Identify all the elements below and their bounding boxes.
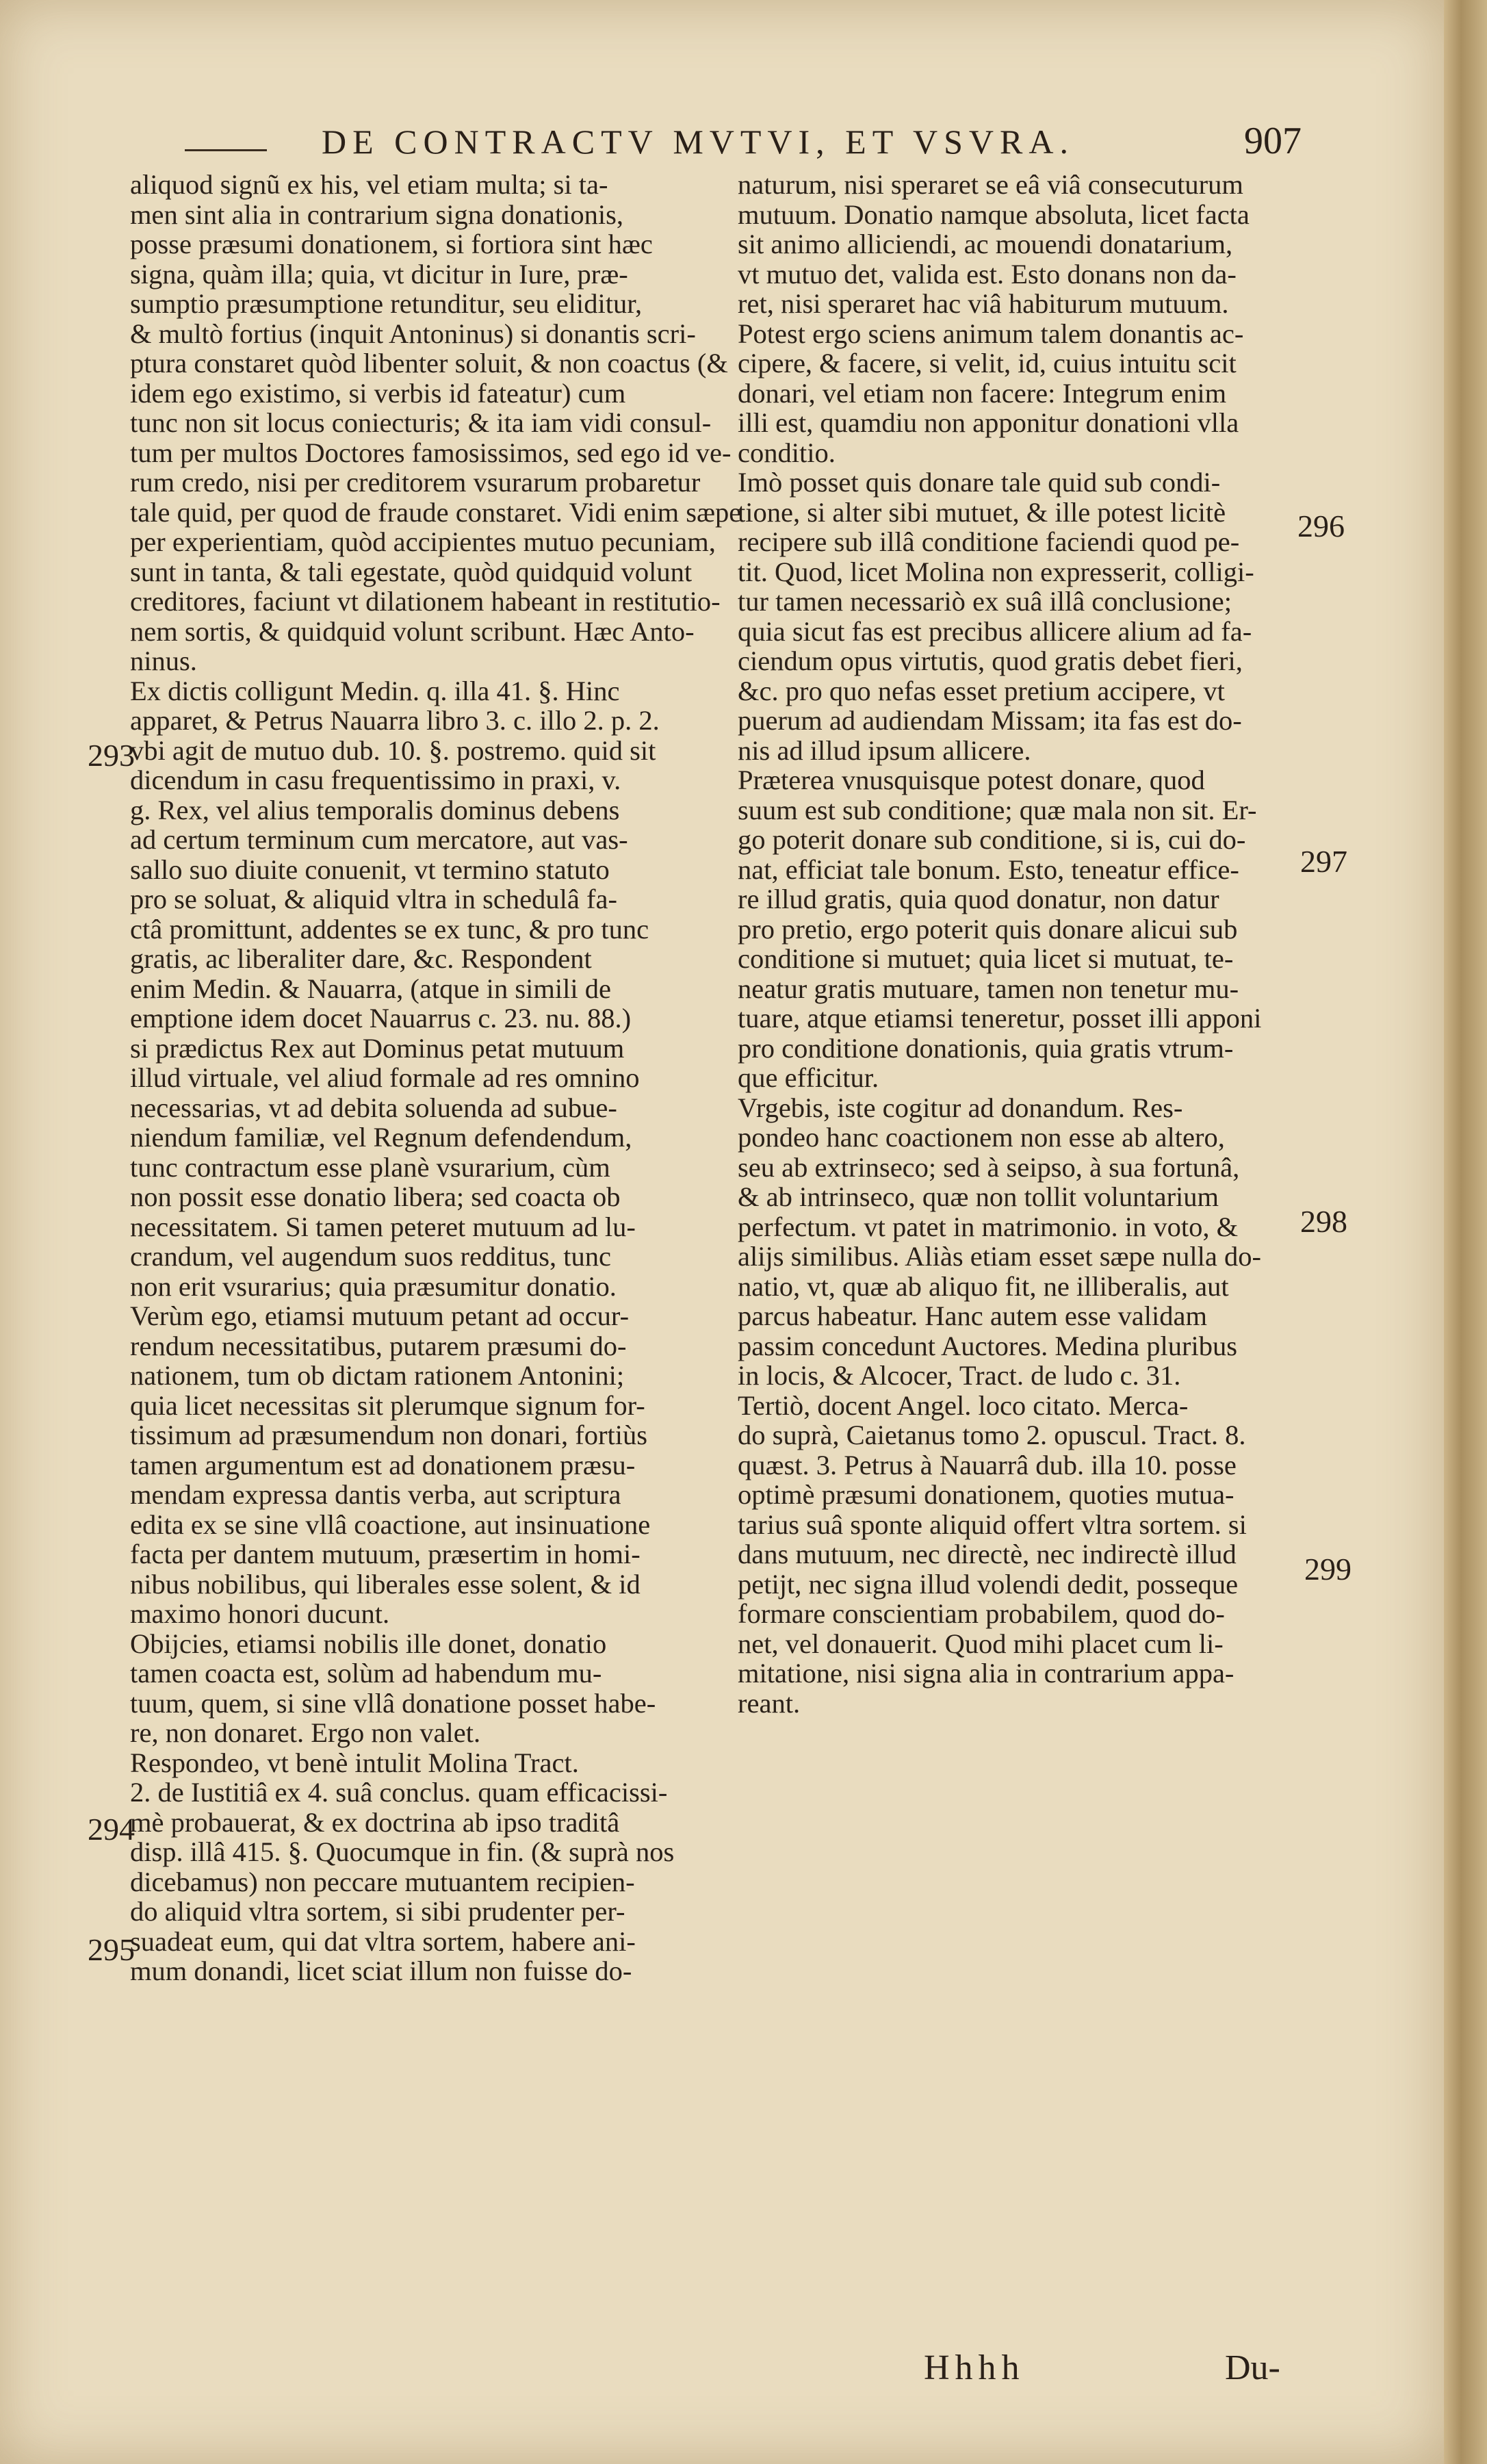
text-line: rum credo, nisi per creditorem vsurarum probaretur [130, 467, 701, 498]
text-line: tamen argumentum est ad donationem præsu- [130, 1449, 636, 1480]
text-line: nis ad illud ipsum allicere. [738, 734, 1031, 766]
text-line: sallo suo diuite conuenit, vt termino statuto [130, 854, 610, 885]
text-line: do suprà, Caietanus tomo 2. opuscul. Tract. 8. [738, 1420, 1246, 1450]
text-line: nem sortis, & quidquid volunt scribunt. Hæc Anto- [130, 615, 695, 647]
text-line: quia licet necessitas sit plerumque signum for- [130, 1389, 645, 1421]
text-line: formare conscientiam probabilem, quod do- [738, 1598, 1225, 1629]
text-line: nat, efficiat tale bonum. Esto, teneatur effice- [738, 854, 1239, 885]
text-line: pro pretio, ergo poterit quis donare alicui sub [738, 913, 1238, 945]
page-edge [1444, 0, 1487, 2464]
text-line: dans mutuum, nec directè, nec indirectè illud [738, 1539, 1237, 1569]
text-line: ninus. [130, 645, 197, 676]
text-line: emptione idem docet Nauarrus c. 23. nu. 88.) [130, 1003, 632, 1034]
page-number: 907 [1244, 120, 1302, 162]
text-line: pondeo hanc coactionem non esse ab altero, [738, 1122, 1225, 1153]
text-line: do aliquid vltra sortem, si sibi prudenter per- [130, 1896, 625, 1927]
text-line: neatur gratis mutuare, tamen non tenetur mu- [738, 973, 1239, 1004]
text-line: tunc contractum esse planè vsurarium, cùm [130, 1151, 610, 1183]
text-line: tur tamen necessariò ex suâ illâ conclusione; [738, 586, 1232, 617]
text-line: ad certum terminum cum mercatore, aut vas- [130, 824, 628, 855]
text-line: ciendum opus virtutis, quod gratis debet fieri, [738, 645, 1243, 676]
text-line: go poterit donare sub conditione, si is, cui do- [738, 824, 1246, 855]
text-line: rendum necessitatibus, putarem præsumi do- [130, 1330, 627, 1361]
text-line: tione, si alter sibi mutuet, & ille potest licitè [738, 496, 1226, 528]
text-line: aliquod signũ ex his, vel etiam multa; si ta- [130, 169, 608, 200]
text-line: cipere, & facere, si velit, id, cuius intuitu scit [738, 348, 1237, 378]
text-line: pro se soluat, & aliquid vltra in schedulâ fa- [130, 884, 617, 914]
text-line: tamen coacta est, solùm ad habendum mu- [130, 1658, 602, 1689]
text-line: mitatione, nisi signa alia in contrarium appa- [738, 1658, 1234, 1689]
text-line: petijt, nec signa illud volendi dedit, posseque [738, 1568, 1239, 1600]
left-column [130, 169, 742, 1986]
text-line: recipere sub illâ conditione faciendi quod pe- [738, 526, 1240, 557]
text-line: Tertiò, docent Angel. loco citato. Merca- [738, 1389, 1189, 1421]
signature-mark: Hhhh [924, 2348, 1025, 2387]
text-line: mendam expressa dantis verba, aut scriptura [130, 1479, 621, 1510]
text-line: pro conditione donationis, quia gratis vtrum- [738, 1032, 1234, 1064]
right-column [738, 170, 1291, 1718]
text-line: non possit esse donatio libera; sed coacta ob [130, 1181, 621, 1212]
text-line: natio, vt, quæ ab aliquo fit, ne illiberalis, aut [738, 1270, 1229, 1302]
text-line: signa, quàm illa; quia, vt dicitur in Iure, præ- [130, 258, 628, 290]
text-line: mum donandi, licet sciat illum non fuisse do- [130, 1955, 632, 1986]
text-line: ptura constaret quòd libenter soluit, & non coactus (& [130, 348, 728, 378]
text-line: Vrgebis, iste cogitur ad donandum. Res- [738, 1092, 1183, 1123]
text-line: quia sicut fas est precibus allicere alium ad fa- [738, 615, 1252, 647]
text-line: sumptio præsumptione retunditur, seu eliditur, [130, 288, 643, 319]
text-line: vt mutuo det, valida est. Esto donans non da- [738, 258, 1237, 290]
text-line: per experientiam, quòd accipientes mutuo pecuniam, [130, 526, 716, 557]
margin-number: 296 [1297, 509, 1345, 543]
text-line: g. Rex, vel alius temporalis dominus debens [130, 794, 620, 825]
text-line: ctâ promittunt, addentes se ex tunc, & pro tunc [130, 913, 649, 945]
text-line: conditione si mutuet; quia licet si mutuat, te- [738, 943, 1234, 974]
margin-number: 298 [1300, 1204, 1347, 1239]
text-line: non erit vsurarius; quia præsumitur donatio. [130, 1270, 617, 1302]
text-line: 2. de Iustitiâ ex 4. suâ conclus. quam efficacissi- [130, 1777, 668, 1808]
text-line: Ex dictis colligunt Medin. q. illa 41. §. Hinc [130, 675, 620, 706]
text-line: Verùm ego, etiamsi mutuum petant ad occur- [130, 1300, 630, 1331]
text-line: dicendum in casu frequentissimo in praxi, v. [130, 765, 621, 795]
text-line: seu ab extrinseco; sed à seipso, à sua fortunâ, [738, 1151, 1240, 1183]
header-rule [185, 149, 267, 151]
text-line: quæst. 3. Petrus à Nauarrâ dub. illa 10. posse [738, 1449, 1237, 1480]
text-line: tunc non sit locus coniecturis; & ita iam vidi consul- [130, 407, 712, 438]
text-line: & ab intrinseco, quæ non tollit voluntarium [738, 1181, 1219, 1212]
text-line: mè probauerat, & ex doctrina ab ipso traditâ [130, 1806, 620, 1838]
text-line: Potest ergo sciens animum talem donantis ac- [738, 318, 1244, 349]
text-line: suum est sub conditione; quæ mala non sit. Er- [738, 794, 1257, 825]
margin-number: 293 [88, 738, 135, 773]
text-line: crandum, vel augendum suos redditus, tunc [130, 1241, 611, 1272]
text-line: niendum familiæ, vel Regnum defendendum, [130, 1122, 632, 1153]
text-line: sunt in tanta, & tali egestate, quòd quidquid volunt [130, 556, 693, 587]
text-line: tale quid, per quod de fraude constaret. Vidi enim sæpe [130, 496, 742, 528]
text-line: & multò fortius (inquit Antoninus) si donantis scri- [130, 318, 696, 349]
text-line: suadeat eum, qui dat vltra sortem, habere ani- [130, 1925, 636, 1957]
text-line: sit animo alliciendi, ac mouendi donatarium, [738, 229, 1233, 259]
text-line: vbi agit de mutuo dub. 10. §. postremo. quid sit [130, 734, 656, 766]
text-line: idem ego existimo, si verbis id fateatur) cum [130, 377, 626, 409]
text-line: reant. [738, 1687, 801, 1719]
text-line: enim Medin. & Nauarra, (atque in simili de [130, 973, 611, 1004]
text-line: nibus nobilibus, qui liberales esse solent, & id [130, 1568, 641, 1600]
text-line: mutuum. Donatio namque absoluta, licet facta [738, 198, 1250, 230]
text-line: passim concedunt Auctores. Medina pluribus [738, 1330, 1237, 1361]
text-line: optimè præsumi donationem, quoties mutua- [738, 1479, 1234, 1510]
text-line: necessarias, vt ad debita soluenda ad subue- [130, 1092, 617, 1123]
margin-number: 294 [88, 1812, 135, 1847]
text-line: gratis, ac liberaliter dare, &c. Respondent [130, 943, 592, 974]
text-line: conditio. [738, 437, 836, 468]
text-line: net, vel donauerit. Quod mihi placet cum li- [738, 1628, 1224, 1659]
text-line: illud virtuale, vel aliud formale ad res omnino [130, 1062, 640, 1093]
text-line: tissimum ad præsumendum non donari, fortiùs [130, 1420, 647, 1450]
text-line: que efficitur. [738, 1062, 879, 1093]
text-line: re illud gratis, quia quod donatur, non datur [738, 884, 1219, 914]
text-line: tuum, quem, si sine vllâ donatione posset habe- [130, 1687, 656, 1719]
text-line: si prædictus Rex aut Dominus petat mutuum [130, 1032, 625, 1064]
margin-number: 299 [1304, 1552, 1352, 1587]
text-line: &c. pro quo nefas esset pretium accipere, vt [738, 675, 1225, 706]
text-line: disp. illâ 415. §. Quocumque in fin. (& suprà nos [130, 1836, 675, 1867]
text-line: tarius suâ sponte aliquid offert vltra sortem. si [738, 1509, 1247, 1540]
text-line: facta per dantem mutuum, præsertim in homi- [130, 1539, 641, 1569]
text-line: donari, vel etiam non facere: Integrum enim [738, 377, 1227, 409]
text-line: ret, nisi speraret hac viâ habiturum mutuum. [738, 288, 1229, 319]
text-line: alijs similibus. Aliàs etiam esset sæpe nulla do- [738, 1241, 1261, 1272]
text-line: Imò posset quis donare tale quid sub condi- [738, 467, 1221, 498]
text-line: necessitatem. Si tamen peteret mutuum ad lu- [130, 1211, 636, 1242]
text-line: Respondeo, vt benè intulit Molina Tract. [130, 1747, 579, 1778]
margin-number: 297 [1300, 844, 1347, 879]
text-line: illi est, quamdiu non apponitur donationi vlla [738, 407, 1239, 438]
text-line: nationem, tum ob dictam rationem Antonini; [130, 1360, 625, 1391]
margin-number: 295 [88, 1932, 135, 1967]
text-line: tuare, atque etiamsi teneretur, posset illi apponi [738, 1003, 1262, 1034]
text-line: creditores, faciunt vt dilationem habeant in restitutio- [130, 586, 721, 617]
catchword: Du- [1225, 2348, 1280, 2387]
text-line: posse præsumi donationem, si fortiora sint hæc [130, 229, 653, 259]
running-title: DE CONTRACTV MVTVI, ET VSVRA. [322, 123, 1074, 161]
text-line: in locis, & Alcocer, Tract. de ludo c. 31. [738, 1360, 1181, 1391]
text-line: edita ex se sine vllâ coactione, aut insinuatione [130, 1509, 651, 1540]
text-line: parcus habeatur. Hanc autem esse validam [738, 1300, 1207, 1331]
text-line: men sint alia in contrarium signa donationis, [130, 198, 623, 230]
text-line: perfectum. vt patet in matrimonio. in voto, & [738, 1211, 1239, 1242]
text-line: tit. Quod, licet Molina non expresserit, colligi- [738, 556, 1254, 587]
text-line: maximo honori ducunt. [130, 1598, 390, 1629]
text-line: tum per multos Doctores famosissimos, sed ego id ve- [130, 437, 732, 468]
text-line: Præterea vnusquisque potest donare, quod [738, 765, 1205, 795]
text-line: apparet, & Petrus Nauarra libro 3. c. illo 2. p. 2. [130, 705, 660, 736]
text-line: re, non donaret. Ergo non valet. [130, 1717, 481, 1748]
text-line: naturum, nisi speraret se eâ viâ consecuturum [738, 169, 1243, 200]
text-line: Obijcies, etiamsi nobilis ille donet, donatio [130, 1628, 607, 1659]
running-header [226, 122, 1362, 170]
text-line: dicebamus) non peccare mutuantem recipien- [130, 1866, 635, 1897]
text-line: puerum ad audiendam Missam; ita fas est do- [738, 705, 1242, 736]
